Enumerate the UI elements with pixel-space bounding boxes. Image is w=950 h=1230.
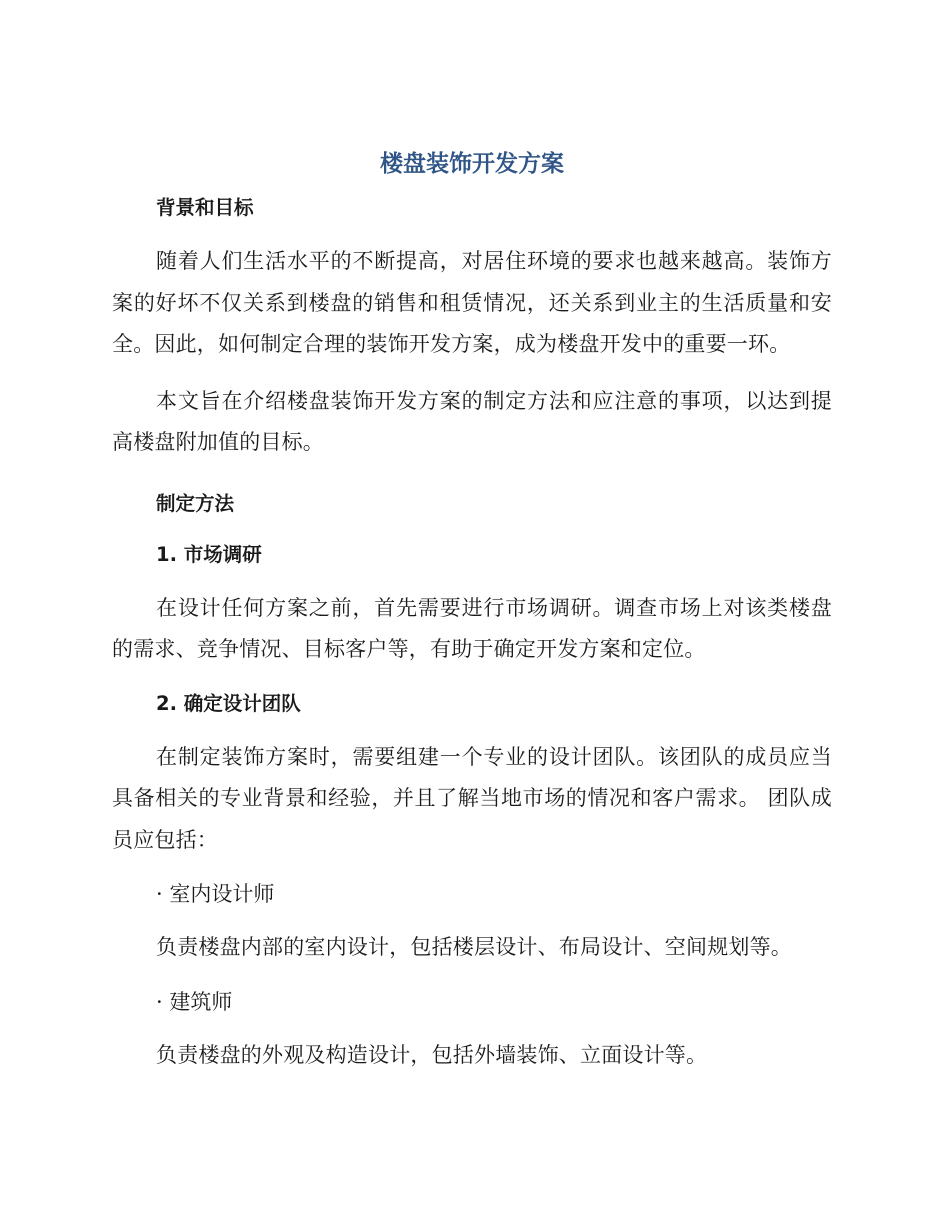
document-page bbox=[112, 140, 832, 1076]
member2-description: 负责楼盘的外观及构造设计，包括外墙装饰、立面设计等。 bbox=[156, 1042, 708, 1067]
member1-bullet: · 室内设计师 bbox=[156, 882, 275, 906]
background-heading: 背景和目标 bbox=[156, 196, 254, 219]
step2-heading: 2. 确定设计团队 bbox=[156, 691, 301, 715]
member1-description: 负责楼盘内部的室内设计，包括楼层设计、布局设计、空间规划等。 bbox=[156, 935, 792, 959]
method-heading: 制定方法 bbox=[156, 491, 235, 515]
step1-heading: 1. 市场调研 bbox=[156, 542, 262, 566]
document-title: 楼盘装饰开发方案 bbox=[380, 151, 564, 177]
step1-paragraph: 在设计任何方案之前，首先需要进行市场调研。调查市场上对该类楼盘的需求、竞争情况、目标客户等，有助于确定开发方案和定位。 bbox=[112, 595, 832, 661]
background-paragraph-2: 本文旨在介绍楼盘装饰开发方案的制定方法和应注意的事项，以达到提高楼盘附加值的目标。 bbox=[112, 388, 832, 454]
step2-paragraph: 在制定装饰方案时，需要组建一个专业的设计团队。该团队的成员应当具备相关的专业背景和经验，并且了解当地市场的情况和客户需求。 团队成员应包括： bbox=[112, 744, 832, 852]
member2-bullet: · 建筑师 bbox=[156, 989, 233, 1014]
background-paragraph-1: 随着人们生活水平的不断提高，对居住环境的要求也越来越高。装饰方案的好坏不仅关系到楼盘的销售和租赁情况，还关系到业主的生活质量和安全。因此，如何制定合理的装饰开发方案，成为楼盘开发中的重要一环。 bbox=[112, 249, 832, 356]
